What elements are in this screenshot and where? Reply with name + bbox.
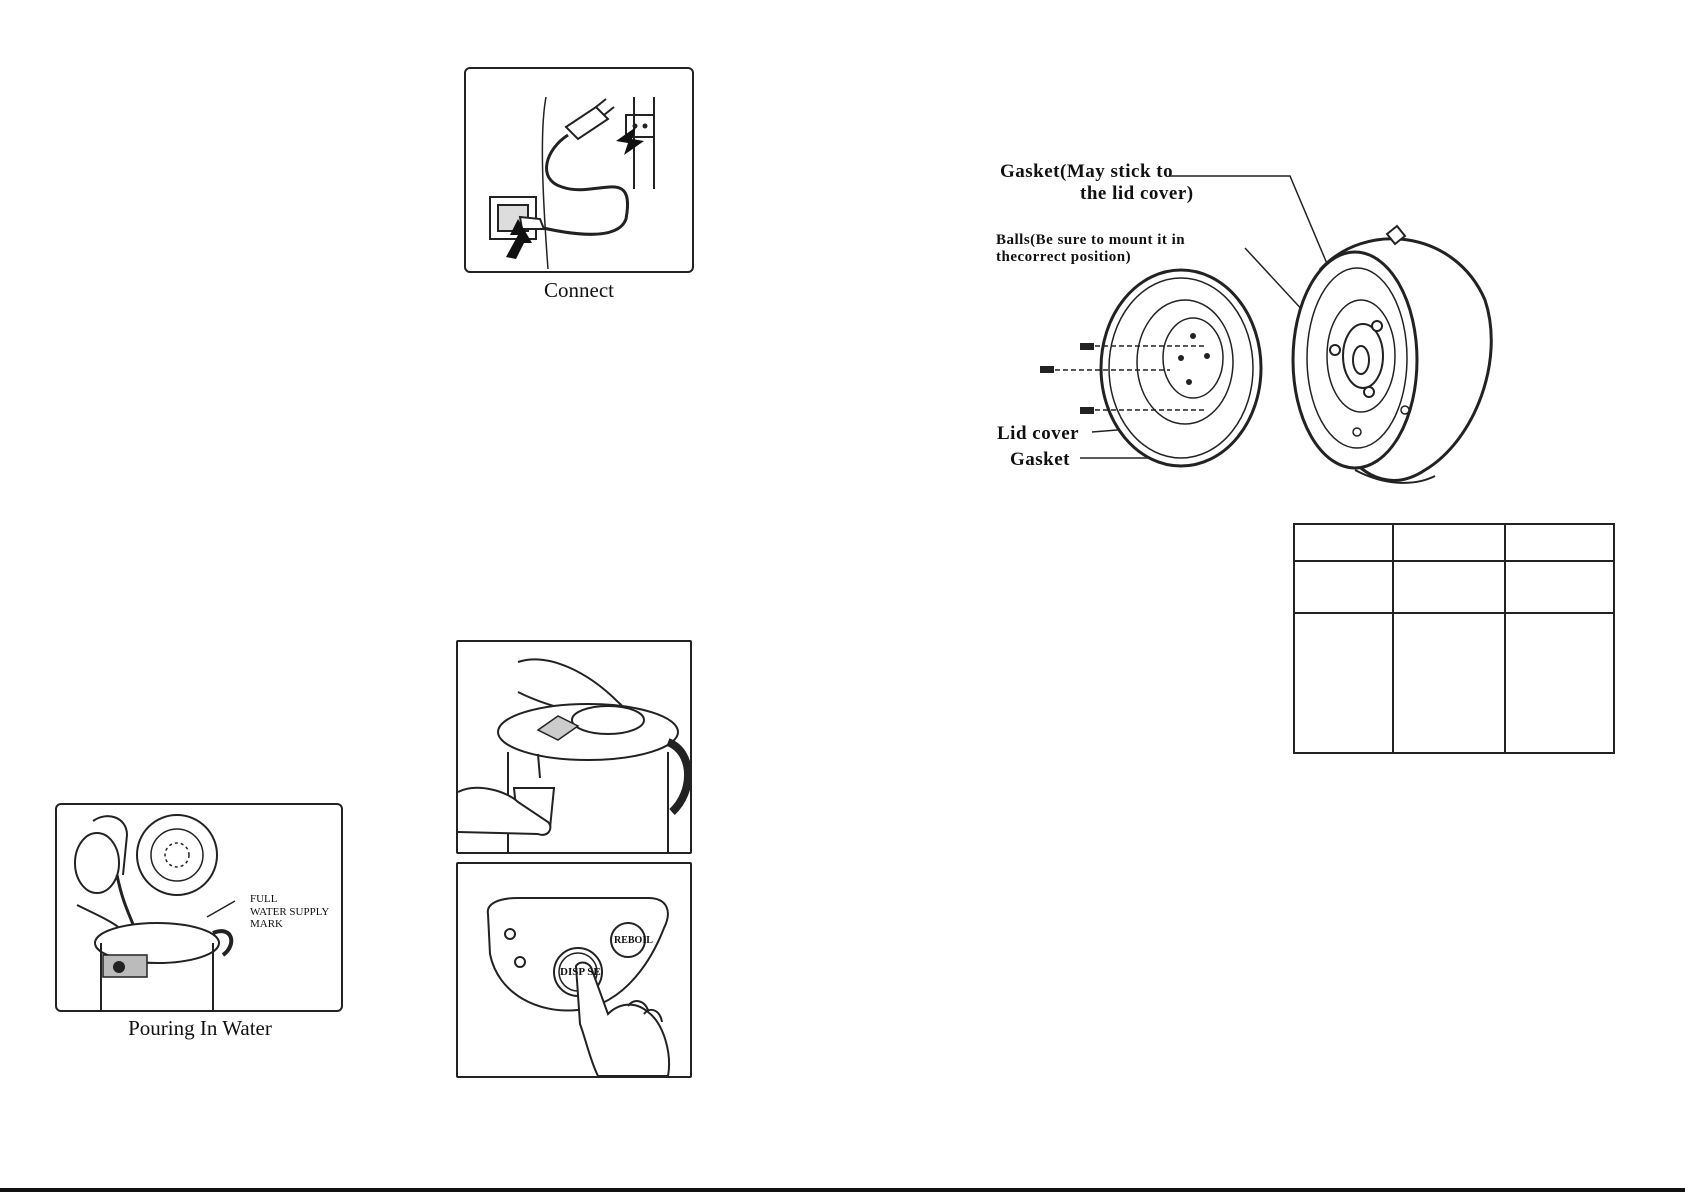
- pouring-caption: Pouring In Water: [128, 1016, 272, 1040]
- reboil-label: REBOIL: [614, 935, 653, 946]
- table-row: [1294, 613, 1614, 753]
- table-cell: [1505, 524, 1614, 561]
- lid-assembly-diagram: [985, 150, 1505, 500]
- table-cell: [1294, 524, 1393, 561]
- lid-press-figure: [456, 640, 692, 854]
- dispense-figure: [456, 862, 692, 1078]
- table-cell: [1505, 613, 1614, 753]
- full-water-mark-label: FULL WATER SUPPLY MARK: [250, 893, 330, 931]
- table-cell: [1393, 613, 1505, 753]
- table-cell: [1294, 561, 1393, 613]
- plug-socket-illustration: [466, 69, 692, 271]
- table-cell: [1294, 613, 1393, 753]
- gasket-top-label: Gasket(May stick to the lid cover): [1000, 161, 1194, 204]
- gasket-bottom-label: Gasket: [1010, 449, 1070, 470]
- dispense-label: DISP SE: [560, 966, 601, 978]
- table-cell: [1393, 561, 1505, 613]
- table-cell: [1505, 561, 1614, 613]
- table-cell: [1393, 524, 1505, 561]
- connect-figure: [464, 67, 694, 273]
- table-row: [1294, 561, 1614, 613]
- pouring-figure: [55, 803, 343, 1012]
- connect-caption: Connect: [544, 278, 614, 302]
- balls-label: Balls(Be sure to mount it in thecorrect position): [996, 232, 1186, 265]
- pot-lid-press-illustration: [458, 642, 690, 852]
- bottom-rule: [0, 1188, 1685, 1192]
- spec-table: [1293, 523, 1615, 754]
- lid-cover-label: Lid cover: [997, 423, 1080, 444]
- table-row: [1294, 524, 1614, 561]
